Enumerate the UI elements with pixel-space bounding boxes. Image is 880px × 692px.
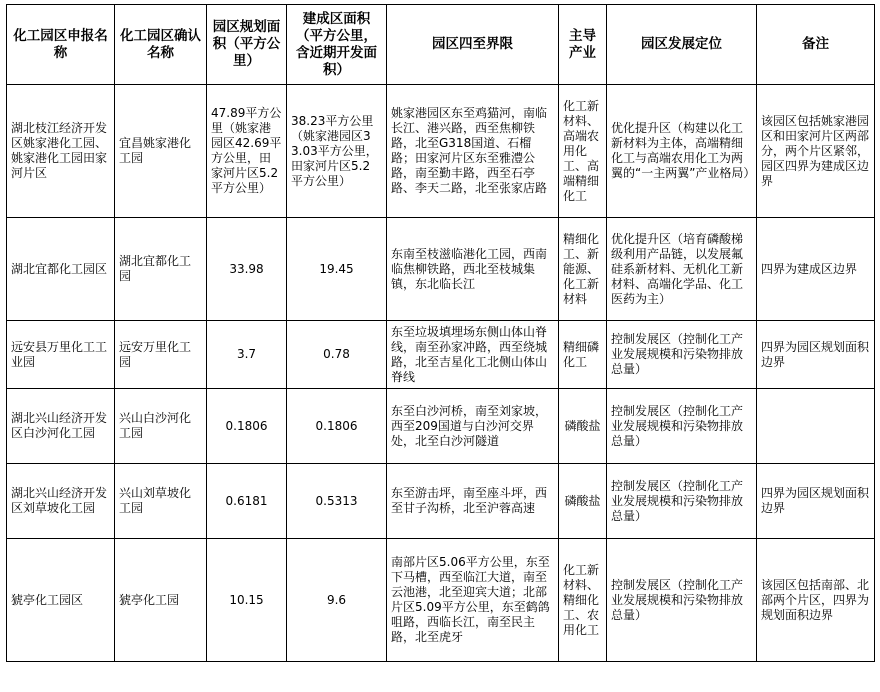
cell-industry: 磷酸盐 <box>559 389 607 464</box>
header-confirm-name: 化工园区确认名称 <box>115 5 207 85</box>
header-boundary: 园区四至界限 <box>387 5 559 85</box>
cell-built-area: 19.45 <box>287 218 387 321</box>
cell-industry: 化工新材料、精细化工、农用化工 <box>559 539 607 662</box>
cell-boundary: 东至垃圾填埋场东侧山体山脊线，南至孙家冲路，西至绕城路，北至吉星化工北侧山体山脊线 <box>387 321 559 389</box>
cell-remarks: 该园区包括南部、北部两个片区，四界为规划面积边界 <box>757 539 875 662</box>
table-row <box>7 389 875 464</box>
table-row <box>7 85 875 218</box>
cell-apply-name: 湖北兴山经济开发区刘草坡化工园 <box>7 464 115 539</box>
cell-confirm-name: 远安万里化工园 <box>115 321 207 389</box>
cell-apply-name: 湖北宜都化工园区 <box>7 218 115 321</box>
cell-boundary: 姚家港园区东至鸡猫河，南临长江、港兴路，西至焦柳铁路，北至G318国道、石榴路；田家河片区东至雅澧公路，南至勤丰路，西至石亭路、李天二路，北至张家店路 <box>387 85 559 218</box>
cell-apply-name: 湖北兴山经济开发区白沙河化工园 <box>7 389 115 464</box>
cell-boundary: 东南至枝滋临港化工园，西南临焦柳铁路，西北至枝城集镇，东北临长江 <box>387 218 559 321</box>
cell-built-area: 0.1806 <box>287 389 387 464</box>
cell-plan-area: 10.15 <box>207 539 287 662</box>
header-built-area: 建成区面积（平方公里，含近期开发面积） <box>287 5 387 85</box>
cell-built-area: 0.5313 <box>287 464 387 539</box>
cell-confirm-name: 湖北宜都化工园 <box>115 218 207 321</box>
cell-boundary: 南部片区5.06平方公里，东至下马槽，西至临江大道，南至云池港，北至迎宾大道；北部片区5.09平方公里，东至鹤鸽咀路，西临长江，南至民主路，北至虎牙 <box>387 539 559 662</box>
table-row <box>7 539 875 662</box>
header-remarks: 备注 <box>757 5 875 85</box>
cell-confirm-name: 兴山刘草坡化工园 <box>115 464 207 539</box>
cell-built-area: 9.6 <box>287 539 387 662</box>
cell-remarks: 该园区包括姚家港园区和田家河片区两部分，两个片区紧邻，园区四界为建成区边界 <box>757 85 875 218</box>
cell-positioning: 控制发展区（控制化工产业发展规模和污染物排放总量） <box>607 539 757 662</box>
cell-remarks <box>757 389 875 464</box>
cell-positioning: 控制发展区（控制化工产业发展规模和污染物排放总量） <box>607 464 757 539</box>
cell-plan-area: 0.6181 <box>207 464 287 539</box>
cell-positioning: 优化提升区（培育磷酸梯级利用产品链，以发展氟硅系新材料、无机化工新材料、高端化学品、化工医药为主） <box>607 218 757 321</box>
header-row <box>7 5 875 85</box>
cell-built-area: 0.78 <box>287 321 387 389</box>
cell-built-area: 38.23平方公里（姚家港园区33.03平方公里，田家河片区5.2平方公里） <box>287 85 387 218</box>
cell-positioning: 控制发展区（控制化工产业发展规模和污染物排放总量） <box>607 321 757 389</box>
cell-plan-area: 3.7 <box>207 321 287 389</box>
cell-apply-name: 远安县万里化工工业园 <box>7 321 115 389</box>
cell-remarks: 四界为园区规划面积边界 <box>757 464 875 539</box>
header-industry: 主导产业 <box>559 5 607 85</box>
cell-industry: 精细磷化工 <box>559 321 607 389</box>
table-row <box>7 218 875 321</box>
cell-plan-area: 33.98 <box>207 218 287 321</box>
cell-plan-area: 0.1806 <box>207 389 287 464</box>
cell-industry: 化工新材料、高端农用化工、高端精细化工 <box>559 85 607 218</box>
cell-confirm-name: 宜昌姚家港化工园 <box>115 85 207 218</box>
cell-remarks: 四界为建成区边界 <box>757 218 875 321</box>
cell-plan-area: 47.89平方公里（姚家港园区42.69平方公里，田家河片区5.2平方公里） <box>207 85 287 218</box>
cell-confirm-name: 猇亭化工园 <box>115 539 207 662</box>
table-row <box>7 321 875 389</box>
cell-confirm-name: 兴山白沙河化工园 <box>115 389 207 464</box>
header-apply-name: 化工园区申报名称 <box>7 5 115 85</box>
cell-apply-name: 湖北枝江经济开发区姚家港化工园、姚家港化工园田家河片区 <box>7 85 115 218</box>
cell-apply-name: 猇亭化工园区 <box>7 539 115 662</box>
table-row <box>7 464 875 539</box>
cell-boundary: 东至游击坪，南至座斗坪，西至甘子沟桥，北至沪蓉高速 <box>387 464 559 539</box>
cell-positioning: 优化提升区（构建以化工新材料为主体，高端精细化工与高端农用化工为两翼的“一主两翼”产业格局） <box>607 85 757 218</box>
cell-industry: 精细化工、新能源、化工新材料 <box>559 218 607 321</box>
chemical-park-table <box>6 4 875 662</box>
cell-boundary: 东至白沙河桥，南至刘家坡，西至209国道与白沙河交界处，北至白沙河隧道 <box>387 389 559 464</box>
header-positioning: 园区发展定位 <box>607 5 757 85</box>
cell-industry: 磷酸盐 <box>559 464 607 539</box>
cell-positioning: 控制发展区（控制化工产业发展规模和污染物排放总量） <box>607 389 757 464</box>
header-plan-area: 园区规划面积（平方公里） <box>207 5 287 85</box>
cell-remarks: 四界为园区规划面积边界 <box>757 321 875 389</box>
